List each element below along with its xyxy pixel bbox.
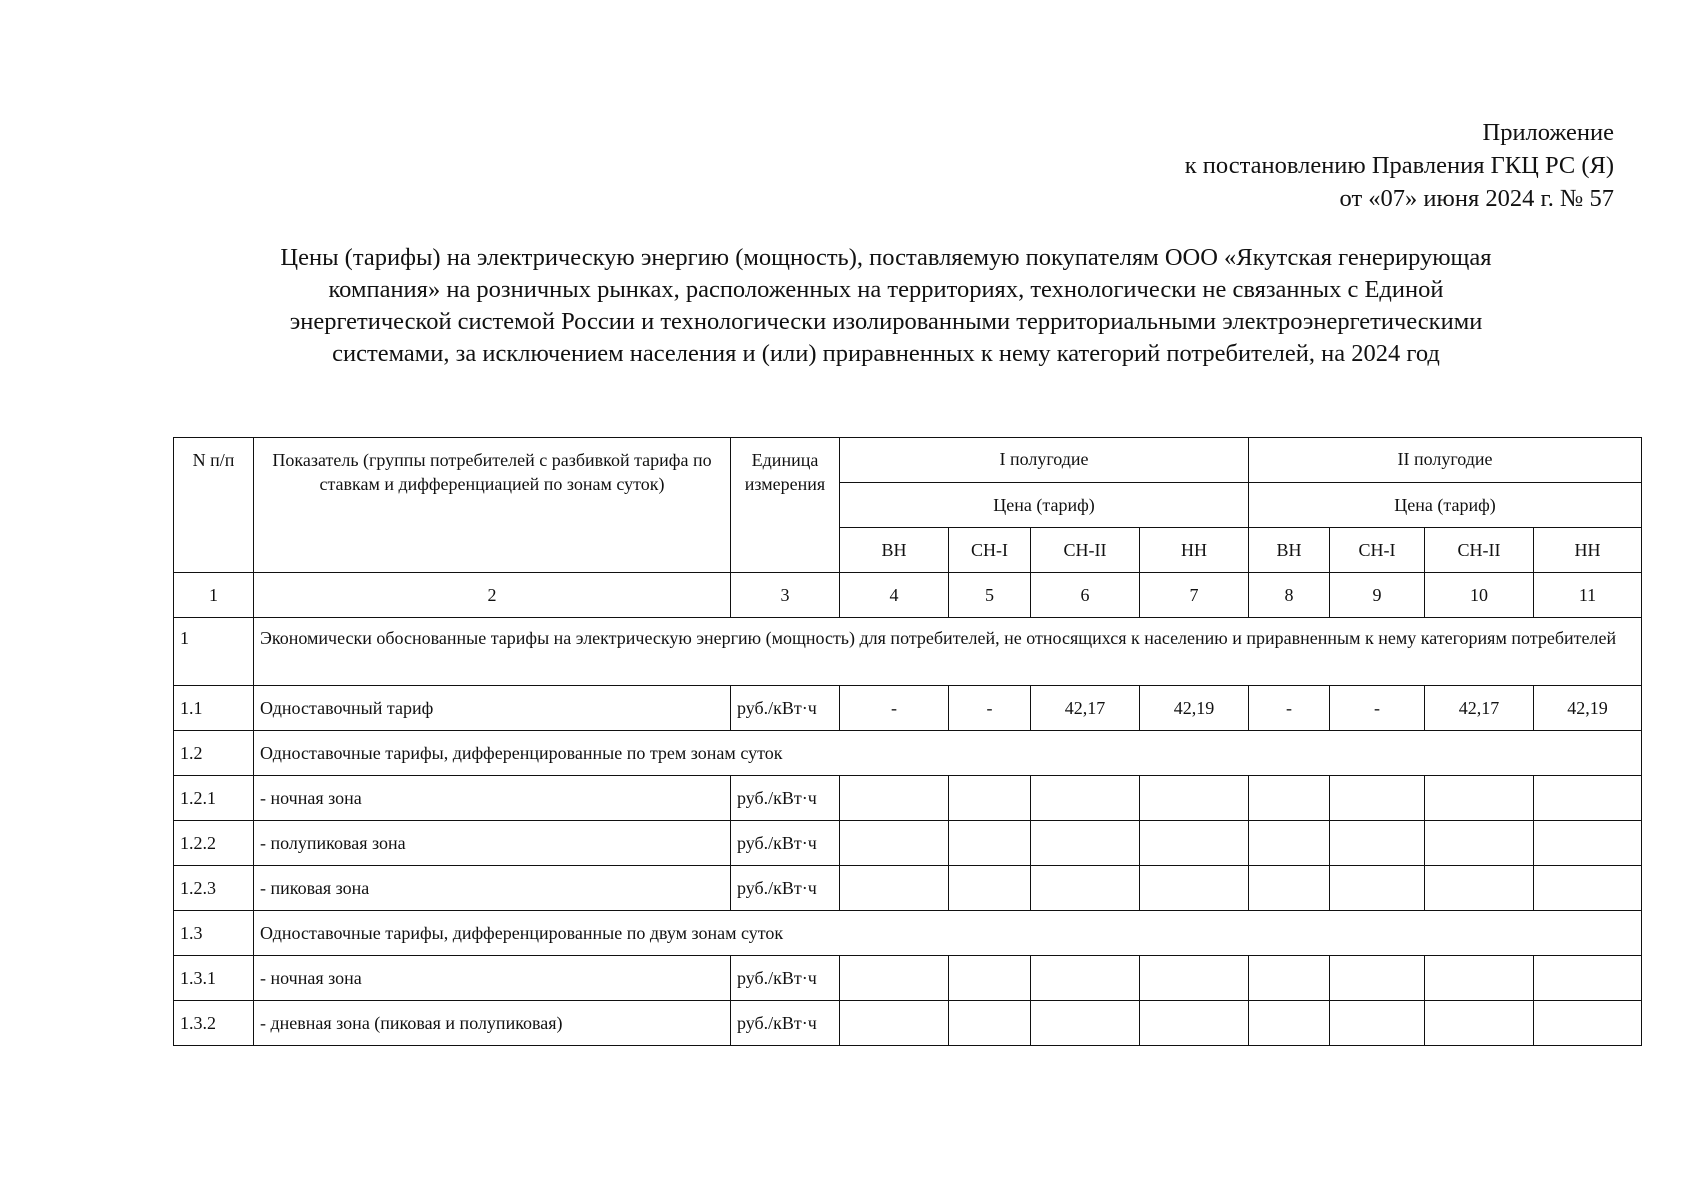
tariff-value: 42,17 (1425, 686, 1534, 731)
tariff-value (1534, 866, 1642, 911)
header-half-2: II полугодие (1249, 438, 1642, 483)
row-label: - ночная зона (254, 776, 731, 821)
tariff-value (949, 1001, 1031, 1046)
tariff-value (1330, 776, 1425, 821)
tariff-value (1330, 821, 1425, 866)
tariff-value (1425, 956, 1534, 1001)
tariff-value: 42,19 (1140, 686, 1249, 731)
tariff-value: - (949, 686, 1031, 731)
tariff-value: - (1330, 686, 1425, 731)
header-voltage-level: СН-I (949, 528, 1031, 573)
table-row (174, 686, 1642, 731)
title-line: системами, за исключением населения и (или) приравненных к нему категорий потребителей, на 2024 год (332, 340, 1440, 367)
tariff-value (1534, 956, 1642, 1001)
row-label: - пиковая зона (254, 866, 731, 911)
tariff-value (1249, 1001, 1330, 1046)
row-number: 1.3.2 (174, 1001, 254, 1046)
row-number: 1 (174, 618, 254, 686)
tariff-value (840, 866, 949, 911)
section-row (174, 618, 1642, 686)
appendix-resolution: к постановлению Правления ГКЦ РС (Я) (1184, 152, 1614, 179)
column-number: 4 (840, 573, 949, 618)
tariff-value (840, 821, 949, 866)
row-number: 1.1 (174, 686, 254, 731)
header-price-2: Цена (тариф) (1249, 483, 1642, 528)
header-indicator: Показатель (группы потребителей с разбивкой тарифа по ставкам и дифференциацией по зонам суток) (254, 438, 731, 573)
row-unit: руб./кВт·ч (731, 776, 840, 821)
row-label: - ночная зона (254, 956, 731, 1001)
tariff-value (1140, 956, 1249, 1001)
tariff-value (1249, 821, 1330, 866)
column-number: 9 (1330, 573, 1425, 618)
header-unit: Единица измерения (731, 438, 840, 573)
header-voltage-level: СН-I (1330, 528, 1425, 573)
table-row (174, 1001, 1642, 1046)
tariff-value (1140, 776, 1249, 821)
tariff-value (1534, 821, 1642, 866)
row-number: 1.3.1 (174, 956, 254, 1001)
tariff-value (949, 956, 1031, 1001)
table-row (174, 776, 1642, 821)
header-voltage-level: ВН (840, 528, 949, 573)
header-voltage-level: НН (1534, 528, 1642, 573)
tariff-value (1534, 1001, 1642, 1046)
tariff-value (1330, 956, 1425, 1001)
header-price-1: Цена (тариф) (840, 483, 1249, 528)
tariff-value (1140, 821, 1249, 866)
tariff-value (1031, 866, 1140, 911)
header-half-1: I полугодие (840, 438, 1249, 483)
appendix-label: Приложение (1482, 119, 1614, 146)
row-label: Одноставочные тарифы, дифференцированные по трем зонам суток (254, 731, 1642, 776)
row-label: - дневная зона (пиковая и полупиковая) (254, 1001, 731, 1046)
column-number: 2 (254, 573, 731, 618)
tariff-value (840, 956, 949, 1001)
tariff-value (949, 866, 1031, 911)
tariff-value (1140, 1001, 1249, 1046)
column-number: 10 (1425, 573, 1534, 618)
tariff-value (1425, 776, 1534, 821)
column-number: 11 (1534, 573, 1642, 618)
tariff-value (1249, 956, 1330, 1001)
appendix-date-number: от «07» июня 2024 г. № 57 (1339, 185, 1614, 212)
title-line: энергетической системой России и технологически изолированными территориальными электроэнергетическими (289, 308, 1483, 335)
tariff-value: - (1249, 686, 1330, 731)
row-number: 1.2.3 (174, 866, 254, 911)
header-voltage-level: СН-II (1031, 528, 1140, 573)
header-num: N п/п (174, 438, 254, 573)
row-number: 1.2.2 (174, 821, 254, 866)
tariff-value (1031, 776, 1140, 821)
column-number: 7 (1140, 573, 1249, 618)
tariff-value (1140, 866, 1249, 911)
column-number-row (174, 573, 1642, 618)
column-number: 5 (949, 573, 1031, 618)
tariff-value (1534, 776, 1642, 821)
row-unit: руб./кВт·ч (731, 821, 840, 866)
tariff-value (1330, 1001, 1425, 1046)
row-unit: руб./кВт·ч (731, 866, 840, 911)
tariff-value (949, 821, 1031, 866)
column-number: 8 (1249, 573, 1330, 618)
row-number: 1.3 (174, 911, 254, 956)
row-label: Одноставочные тарифы, дифференцированные по двум зонам суток (254, 911, 1642, 956)
tariff-value (1425, 1001, 1534, 1046)
row-label: - полупиковая зона (254, 821, 731, 866)
row-number: 1.2 (174, 731, 254, 776)
document-title (180, 242, 1592, 370)
table-row (174, 821, 1642, 866)
tariff-value (1031, 956, 1140, 1001)
tariff-value (1031, 1001, 1140, 1046)
tariff-value (1249, 776, 1330, 821)
tariff-value (1425, 866, 1534, 911)
tariff-table (173, 437, 1642, 1046)
row-label: Экономически обоснованные тарифы на электрическую энергию (мощность) для потребителей, не относящихся к населению и приравненным к нему категориям потребителей (254, 618, 1642, 686)
section-row (174, 731, 1642, 776)
tariff-value (1425, 821, 1534, 866)
tariff-value: - (840, 686, 949, 731)
tariff-value (1031, 821, 1140, 866)
tariff-value (1249, 866, 1330, 911)
header-voltage-level: СН-II (1425, 528, 1534, 573)
title-line: Цены (тарифы) на электрическую энергию (мощность), поставляемую покупателям ООО «Якутская генерирующая (280, 244, 1492, 271)
appendix-reference (1185, 116, 1614, 215)
header-row (174, 438, 1642, 483)
column-number: 6 (1031, 573, 1140, 618)
row-unit: руб./кВт·ч (731, 1001, 840, 1046)
title-line: компания» на розничных рынках, расположенных на территориях, технологически не связанных с Единой (328, 276, 1444, 303)
row-unit: руб./кВт·ч (731, 686, 840, 731)
table-row (174, 956, 1642, 1001)
header-voltage-level: ВН (1249, 528, 1330, 573)
tariff-value (840, 776, 949, 821)
tariff-value: 42,17 (1031, 686, 1140, 731)
column-number: 3 (731, 573, 840, 618)
table-row (174, 866, 1642, 911)
header-voltage-level: НН (1140, 528, 1249, 573)
tariff-value (840, 1001, 949, 1046)
row-label: Одноставочный тариф (254, 686, 731, 731)
tariff-value: 42,19 (1534, 686, 1642, 731)
row-number: 1.2.1 (174, 776, 254, 821)
column-number: 1 (174, 573, 254, 618)
row-unit: руб./кВт·ч (731, 956, 840, 1001)
tariff-value (949, 776, 1031, 821)
tariff-value (1330, 866, 1425, 911)
section-row (174, 911, 1642, 956)
